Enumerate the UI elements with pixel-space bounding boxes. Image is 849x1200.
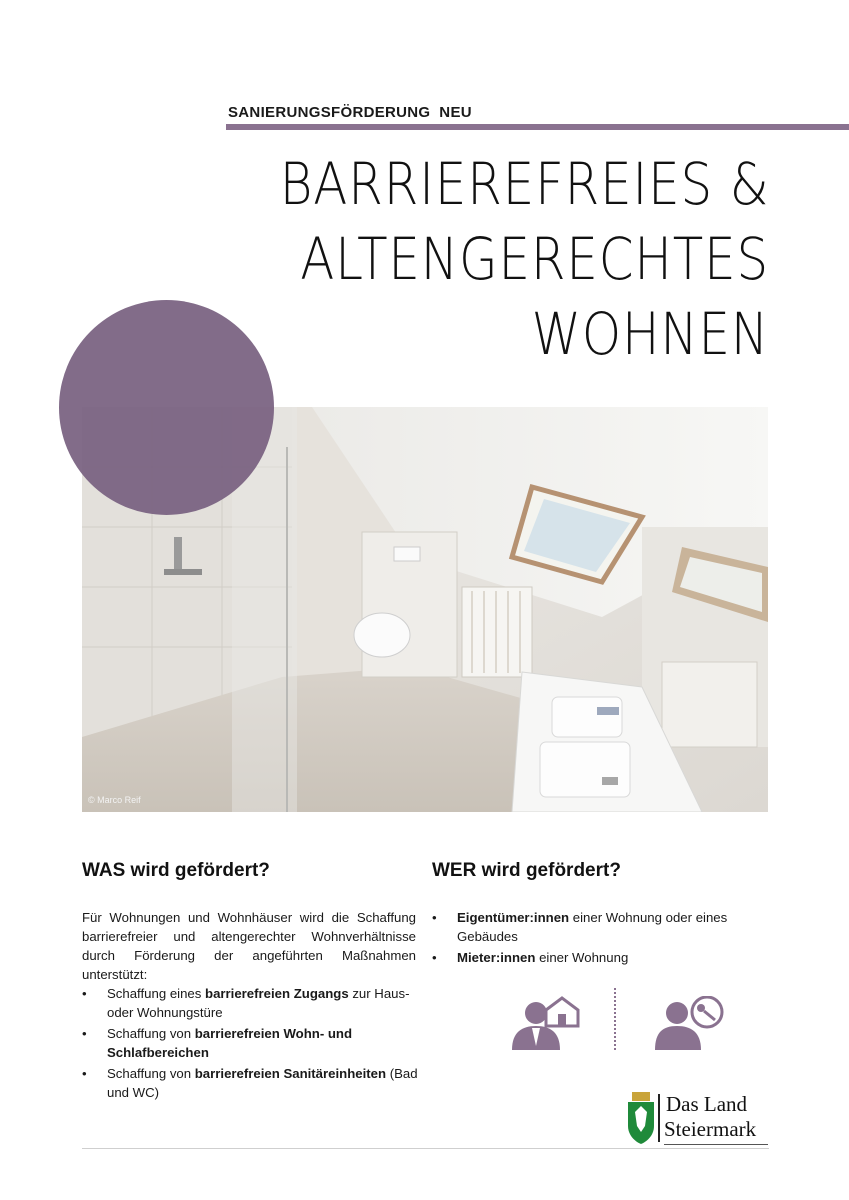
was-list (82, 984, 420, 1104)
owner-house-icon (510, 996, 580, 1057)
tenant-key-icon (655, 996, 725, 1057)
logo-underline (664, 1144, 768, 1145)
icon-divider (614, 988, 616, 1050)
decorative-circle (59, 300, 274, 515)
page-title-line-2: ALTENGERECHTES (300, 225, 769, 293)
photo-credit: © Marco Reif (88, 795, 141, 805)
wer-heading: WER wird gefördert? (432, 860, 621, 881)
topic-rule (226, 124, 849, 130)
logo-text-line-2: Steiermark (664, 1117, 757, 1141)
was-intro-text: Für Wohnungen und Wohnhäuser wird die Schaffung barrierefreier und altengerechter Wohnverhältnisse durch Förderung der angeführten Maßnahmen unterstützt: (82, 910, 416, 982)
page-title-line-1: BARRIEREFREIES & (279, 150, 769, 218)
page-title-line-3: WOHNEN (531, 300, 769, 368)
list-item: • Schaffung von barrierefreien Sanitäreinheiten (Bad und WC) (82, 1064, 420, 1102)
wer-list (432, 908, 772, 969)
logo-divider (658, 1094, 660, 1142)
list-item: • Eigentümer:innen einer Wohnung oder eines Gebäudes (432, 908, 772, 946)
topic-label: SANIERUNGSFÖRDERUNG NEU (228, 104, 472, 121)
steiermark-logo (626, 1090, 768, 1148)
coat-of-arms-icon (626, 1092, 656, 1144)
footer-rule (82, 1148, 769, 1149)
list-item: • Mieter:innen einer Wohnung (432, 948, 772, 967)
list-item: • Schaffung von barrierefreien Wohn- und Schlafbereichen (82, 1024, 420, 1062)
list-item: • Schaffung eines barrierefreien Zugangs zur Haus- oder Wohnungstüre (82, 984, 420, 1022)
logo-text-line-1: Das Land (666, 1092, 748, 1116)
was-heading: WAS wird gefördert? (82, 860, 270, 881)
